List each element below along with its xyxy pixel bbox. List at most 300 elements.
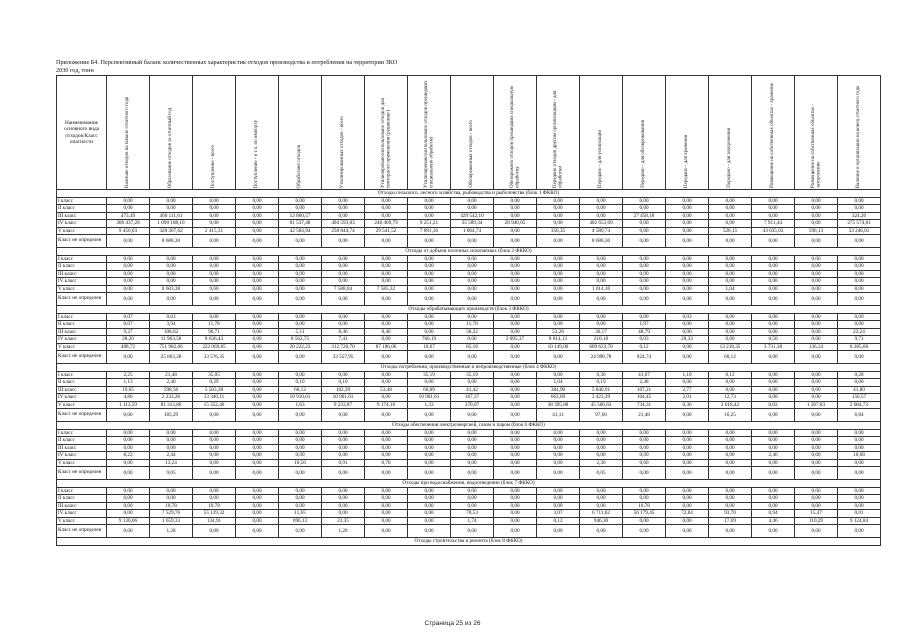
table-cell: 0,00	[709, 444, 752, 452]
table-row	[57, 270, 881, 278]
table-cell: 0,00	[279, 452, 322, 460]
table-cell: 0,00	[236, 487, 279, 495]
table-cell: 0,00	[322, 321, 365, 329]
table-cell: 0,00	[666, 429, 709, 437]
table-cell: 1 659,33	[150, 517, 193, 525]
table-cell: 0,00	[365, 467, 408, 480]
column-header-label: Утилизировано/использовано отходов прошедших специальную обработку	[423, 80, 434, 188]
table-cell: 0,00	[279, 429, 322, 437]
table-cell: 0,00	[236, 255, 279, 263]
table-cell: 0,00	[838, 293, 881, 306]
table-cell: 0,00	[709, 525, 752, 538]
table-cell: 0,05	[580, 467, 623, 480]
table-cell: 8 814,13	[537, 336, 580, 344]
table-cell: 0,00	[537, 278, 580, 286]
table-cell: 41,80	[838, 386, 881, 394]
hazard-class-label: IV класс	[57, 220, 107, 228]
table-cell: 0,00	[150, 487, 193, 495]
table-cell: 0,00	[365, 502, 408, 510]
table-cell: 0,00	[279, 293, 322, 306]
table-cell: 0,00	[494, 270, 537, 278]
table-cell: 0,00	[494, 379, 537, 387]
table-cell: 0,00	[580, 437, 623, 445]
table-cell: 0,00	[236, 452, 279, 460]
table-cell: 0,00	[795, 487, 838, 495]
table-cell: 0,00	[709, 467, 752, 480]
hazard-class-label: Класс не определен	[57, 293, 107, 306]
table-cell: 11 963,58	[150, 336, 193, 344]
table-cell: 0,12	[709, 371, 752, 379]
table-cell: 38 395,88	[537, 401, 580, 409]
table-cell: 0,00	[666, 285, 709, 293]
column-header: Наименование основного вида отходов/Класс опасности	[57, 76, 107, 190]
table-cell: 0,03	[150, 313, 193, 321]
table-cell: 0,00	[537, 255, 580, 263]
table-cell: 0,02	[752, 401, 795, 409]
table-cell: 11,78	[193, 321, 236, 329]
table-cell: 0,00	[623, 278, 666, 286]
column-header	[236, 76, 279, 190]
table-cell: 0,00	[365, 321, 408, 329]
table-cell: 0,00	[838, 255, 881, 263]
table-cell: 0,00	[236, 220, 279, 228]
table-cell: 0,00	[451, 278, 494, 286]
table-cell: 0,00	[537, 437, 580, 445]
table-cell: 3,94	[150, 321, 193, 329]
hazard-class-label: Класс не определен	[57, 467, 107, 480]
table-cell: 0,00	[494, 263, 537, 271]
table-cell: 0,00	[236, 379, 279, 387]
table-cell: 0,00	[365, 487, 408, 495]
table-cell: 0,00	[709, 487, 752, 495]
table-cell: 0,00	[666, 351, 709, 364]
table-cell: 0,00	[451, 495, 494, 503]
table-cell: 0,00	[451, 336, 494, 344]
balance-table	[56, 75, 881, 546]
column-header	[107, 76, 150, 190]
table-cell: 0,00	[709, 205, 752, 213]
table-cell: 275 574,81	[838, 220, 881, 228]
table-cell: 0,00	[537, 487, 580, 495]
table-cell: 0,00	[107, 235, 150, 248]
table-cell: 0,00	[494, 227, 537, 235]
table-row	[57, 401, 881, 409]
table-cell: 0,00	[451, 525, 494, 538]
table-cell: 0,00	[408, 270, 451, 278]
table-cell: 19,65	[107, 386, 150, 394]
table-cell: 0,00	[537, 270, 580, 278]
table-cell: 0,00	[150, 197, 193, 205]
table-cell: 0,00	[451, 459, 494, 467]
table-row	[57, 459, 881, 467]
table-cell: 11,65	[279, 510, 322, 518]
table-cell: 0,00	[494, 437, 537, 445]
table-row	[57, 379, 881, 387]
table-cell: 0,00	[365, 351, 408, 364]
table-cell: 0,00	[193, 278, 236, 286]
table-cell: 0,28	[838, 371, 881, 379]
hazard-class-label: III класс	[57, 386, 107, 394]
table-cell: 9,05	[150, 467, 193, 480]
table-cell: 8 636,43	[193, 336, 236, 344]
hazard-class-label: III класс	[57, 328, 107, 336]
table-cell: 0,00	[537, 351, 580, 364]
table-cell: 0,00	[408, 502, 451, 510]
hazard-class-label: IV класс	[57, 336, 107, 344]
table-cell: 0,00	[322, 197, 365, 205]
table-cell: 0,00	[193, 220, 236, 228]
table-cell: 2 895,37	[494, 336, 537, 344]
table-cell: 10,78	[193, 502, 236, 510]
table-cell: 0,00	[365, 510, 408, 518]
table-cell: 0,00	[494, 285, 537, 293]
table-cell: 9,71	[838, 336, 881, 344]
table-cell: 0,00	[193, 452, 236, 460]
table-cell: 5,11	[279, 328, 322, 336]
table-cell: 0,00	[365, 313, 408, 321]
table-cell: 0,00	[580, 293, 623, 306]
column-header-label: Обработано отходов	[297, 144, 303, 188]
table-cell: 156,57	[838, 394, 881, 402]
table-cell: 0,00	[322, 495, 365, 503]
table-cell: 473,49	[107, 212, 150, 220]
table-cell: 0,00	[236, 409, 279, 422]
table-cell: 0,00	[193, 525, 236, 538]
table-cell: 0,00	[795, 502, 838, 510]
column-header	[279, 76, 322, 190]
table-cell: 136,24	[795, 343, 838, 351]
table-cell: 0,00	[408, 255, 451, 263]
table-cell: 0,00	[193, 270, 236, 278]
table-cell: 0,00	[322, 371, 365, 379]
table-cell: 35,05	[193, 371, 236, 379]
column-header-label: Утилизировано/использовано отходов для повторного применения (рециклинг)	[380, 98, 391, 188]
table-cell: 0,00	[537, 495, 580, 503]
table-cell: 0,00	[322, 313, 365, 321]
table-cell: 0,00	[580, 452, 623, 460]
table-cell: 0,00	[107, 351, 150, 364]
table-cell: 0,00	[193, 444, 236, 452]
table-cell: 0,00	[580, 313, 623, 321]
table-cell: 6,84	[838, 409, 881, 422]
section-title: Отходы обрабатывающих производств (блок 3 ФККО)	[57, 306, 881, 314]
table-cell: 0,00	[451, 444, 494, 452]
table-cell: 0,00	[322, 502, 365, 510]
column-header	[580, 76, 623, 190]
table-cell: 0,00	[752, 394, 795, 402]
table-cell: 0,00	[537, 235, 580, 248]
table-cell: 9,27	[107, 328, 150, 336]
table-cell: 25 863,28	[150, 351, 193, 364]
table-row	[57, 467, 881, 480]
table-cell: 0,00	[795, 379, 838, 387]
table-cell: 0,00	[322, 235, 365, 248]
hazard-class-label: III класс	[57, 270, 107, 278]
table-cell: 0,00	[580, 525, 623, 538]
table-cell: 0,00	[236, 321, 279, 329]
table-cell: 0,00	[451, 285, 494, 293]
table-cell: 0,00	[623, 517, 666, 525]
table-cell: 0,00	[365, 270, 408, 278]
table-cell: 751 982,06	[150, 343, 193, 351]
table-cell: 0,00	[279, 409, 322, 422]
table-row	[57, 517, 881, 525]
table-cell: 0,00	[107, 444, 150, 452]
table-cell: 0,00	[322, 293, 365, 306]
table-cell: 222 069,85	[193, 343, 236, 351]
table-row	[57, 321, 881, 329]
table-cell: 0,00	[623, 220, 666, 228]
table-cell: 8,46	[365, 328, 408, 336]
table-cell: 7 585,32	[365, 285, 408, 293]
table-cell: 0,00	[666, 467, 709, 480]
table-cell: 0,00	[408, 235, 451, 248]
table-cell: 0,00	[408, 212, 451, 220]
table-cell: 0,00	[451, 313, 494, 321]
table-cell: 0,00	[365, 371, 408, 379]
table-row	[57, 371, 881, 379]
table-cell: 0,00	[408, 263, 451, 271]
hazard-class-label: I класс	[57, 487, 107, 495]
table-cell: 0,00	[580, 444, 623, 452]
table-cell: 210,18	[580, 336, 623, 344]
table-cell: 0,00	[365, 517, 408, 525]
table-cell: 0,00	[150, 270, 193, 278]
table-cell: 0,00	[752, 255, 795, 263]
table-cell: 4,46	[752, 517, 795, 525]
table-cell: 0,00	[107, 278, 150, 286]
hazard-class-label: V класс	[57, 343, 107, 351]
table-cell: 0,00	[408, 429, 451, 437]
table-cell: 0,00	[365, 495, 408, 503]
column-header	[795, 76, 838, 190]
table-cell: 28 940,05	[494, 220, 537, 228]
table-cell: 0,00	[838, 313, 881, 321]
table-cell: 0,00	[795, 452, 838, 460]
table-cell: 0,00	[666, 452, 709, 460]
table-cell: 0,91	[322, 459, 365, 467]
table-row	[57, 212, 881, 220]
column-header-label: Передано - для утилизации	[598, 130, 604, 188]
table-cell: 0,00	[236, 502, 279, 510]
table-body	[57, 190, 881, 546]
table-cell: 0,00	[537, 444, 580, 452]
table-row	[57, 293, 881, 306]
table-cell: 0,00	[795, 467, 838, 480]
table-cell: 0,00	[150, 278, 193, 286]
table-cell: 0,00	[322, 212, 365, 220]
hazard-class-label: III класс	[57, 502, 107, 510]
table-cell: 0,36	[666, 401, 709, 409]
table-cell: 10 910,61	[279, 394, 322, 402]
table-cell: 81 313,86	[150, 401, 193, 409]
table-cell: 7,41	[322, 336, 365, 344]
table-cell: 0,00	[322, 255, 365, 263]
table-cell: 2,77	[666, 386, 709, 394]
table-row	[57, 263, 881, 271]
table-cell: 0,00	[795, 371, 838, 379]
table-cell: 0,00	[752, 293, 795, 306]
table-cell: 0,00	[107, 263, 150, 271]
table-cell: 0,00	[666, 517, 709, 525]
table-cell: 0,00	[537, 452, 580, 460]
table-cell: 0,00	[365, 379, 408, 387]
column-header	[322, 76, 365, 190]
table-cell: 0,00	[537, 197, 580, 205]
table-cell: 0,00	[580, 205, 623, 213]
table-cell: 0,00	[623, 429, 666, 437]
table-cell: 81 537,48	[279, 220, 322, 228]
table-cell: 2 618,42	[709, 401, 752, 409]
table-cell: 13 340,11	[193, 394, 236, 402]
table-cell: 8 688,30	[580, 235, 623, 248]
table-cell: 0,00	[494, 313, 537, 321]
table-cell: 328 367,62	[150, 227, 193, 235]
table-cell: 23,35	[322, 517, 365, 525]
table-cell: 0,07	[107, 321, 150, 329]
table-cell: 0,00	[408, 487, 451, 495]
table-cell: 488,72	[107, 343, 150, 351]
table-cell: 0,00	[322, 467, 365, 480]
table-cell: 0,00	[537, 285, 580, 293]
table-cell: 0,00	[365, 409, 408, 422]
table-cell: 248 469,79	[365, 220, 408, 228]
hazard-class-label: II класс	[57, 205, 107, 213]
table-cell: 0,07	[107, 313, 150, 321]
table-cell: 78,53	[451, 510, 494, 518]
hazard-class-label: I класс	[57, 429, 107, 437]
table-cell: 2 004,73	[838, 401, 881, 409]
table-cell: 8 285,68	[838, 343, 881, 351]
table-cell: 0,00	[623, 467, 666, 480]
table-cell: 0,00	[537, 467, 580, 480]
table-cell: 2,40	[150, 379, 193, 387]
table-cell: 0,00	[107, 502, 150, 510]
table-row	[57, 452, 881, 460]
table-cell: 35,19	[451, 371, 494, 379]
table-cell: 48,79	[623, 328, 666, 336]
table-cell: 0,00	[279, 487, 322, 495]
table-cell: 0,00	[236, 328, 279, 336]
table-cell: 0,00	[236, 205, 279, 213]
table-cell: 0,00	[709, 328, 752, 336]
table-cell: 0,00	[838, 197, 881, 205]
table-cell: 21,48	[623, 409, 666, 422]
table-cell: 0,03	[666, 313, 709, 321]
table-cell: 0,00	[666, 502, 709, 510]
table-cell: 0,00	[408, 197, 451, 205]
table-cell: 402 653,09	[580, 220, 623, 228]
table-cell: 0,00	[752, 437, 795, 445]
table-cell: 0,12	[623, 343, 666, 351]
table-cell: 0,00	[838, 495, 881, 503]
table-cell: 0,00	[279, 313, 322, 321]
table-cell: 0,00	[494, 212, 537, 220]
table-cell: 9 130,06	[107, 517, 150, 525]
table-cell: 384,90	[537, 386, 580, 394]
table-cell: 0,00	[795, 437, 838, 445]
table-cell: 0,00	[537, 263, 580, 271]
table-cell: 33 557,95	[322, 351, 365, 364]
table-cell: 0,00	[322, 452, 365, 460]
table-cell: 0,00	[666, 263, 709, 271]
table-cell: 0,00	[494, 394, 537, 402]
table-cell: 93,70	[709, 510, 752, 518]
table-cell: 0,00	[795, 336, 838, 344]
table-cell: 1,33	[408, 401, 451, 409]
table-cell: 1 090 188,10	[150, 220, 193, 228]
table-cell: 0,00	[666, 444, 709, 452]
table-cell: 0,00	[365, 205, 408, 213]
page-subtitle: 2030 год, тонн	[56, 67, 94, 74]
table-cell: 0,00	[193, 255, 236, 263]
table-cell: 0,00	[537, 313, 580, 321]
table-cell: 0,00	[580, 502, 623, 510]
table-cell: 0,00	[537, 429, 580, 437]
hazard-class-label: Класс не определен	[57, 351, 107, 364]
table-cell: 0,00	[451, 409, 494, 422]
table-cell: 0,00	[709, 293, 752, 306]
table-cell: 2,44	[150, 452, 193, 460]
table-cell: 1,63	[279, 401, 322, 409]
table-cell: 0,00	[150, 205, 193, 213]
table-cell: 0,00	[666, 321, 709, 329]
table-cell: 0,10	[322, 379, 365, 387]
table-cell: 0,00	[795, 444, 838, 452]
table-cell: 0,00	[494, 502, 537, 510]
table-cell: 0,00	[451, 452, 494, 460]
column-header	[408, 76, 451, 190]
table-cell: 0,00	[494, 401, 537, 409]
table-cell: 0,00	[279, 495, 322, 503]
table-cell: 0,00	[322, 510, 365, 518]
section-header-row	[57, 248, 881, 256]
column-header	[150, 76, 193, 190]
table-row	[57, 510, 881, 518]
table-cell: 167,37	[451, 394, 494, 402]
table-cell: 0,00	[365, 278, 408, 286]
hazard-class-label: II класс	[57, 321, 107, 329]
table-cell: 0,00	[795, 270, 838, 278]
table-cell: 0,00	[408, 379, 451, 387]
hazard-class-label: II класс	[57, 437, 107, 445]
section-header-row	[57, 422, 881, 430]
table-cell: 0,00	[322, 205, 365, 213]
table-cell: 0,00	[795, 495, 838, 503]
table-cell: 0,00	[537, 212, 580, 220]
table-cell: 0,00	[666, 212, 709, 220]
table-cell: 0,00	[537, 205, 580, 213]
table-cell: 0,00	[408, 510, 451, 518]
table-cell: 0,00	[494, 235, 537, 248]
table-cell: 0,00	[322, 437, 365, 445]
table-cell: 0,00	[451, 437, 494, 445]
column-header	[666, 76, 709, 190]
table-cell: 0,00	[494, 487, 537, 495]
table-cell: 0,50	[752, 336, 795, 344]
table-cell: 0,00	[279, 371, 322, 379]
table-cell: 0,00	[236, 386, 279, 394]
table-cell: 0,00	[451, 197, 494, 205]
table-cell: 0,00	[236, 510, 279, 518]
table-cell: 60,12	[709, 351, 752, 364]
table-cell: 0,00	[537, 525, 580, 538]
table-cell: 0,00	[623, 227, 666, 235]
table-cell: 0,00	[365, 452, 408, 460]
table-cell: 53,26	[537, 328, 580, 336]
table-cell: 0,00	[666, 487, 709, 495]
table-cell: 596,13	[795, 227, 838, 235]
